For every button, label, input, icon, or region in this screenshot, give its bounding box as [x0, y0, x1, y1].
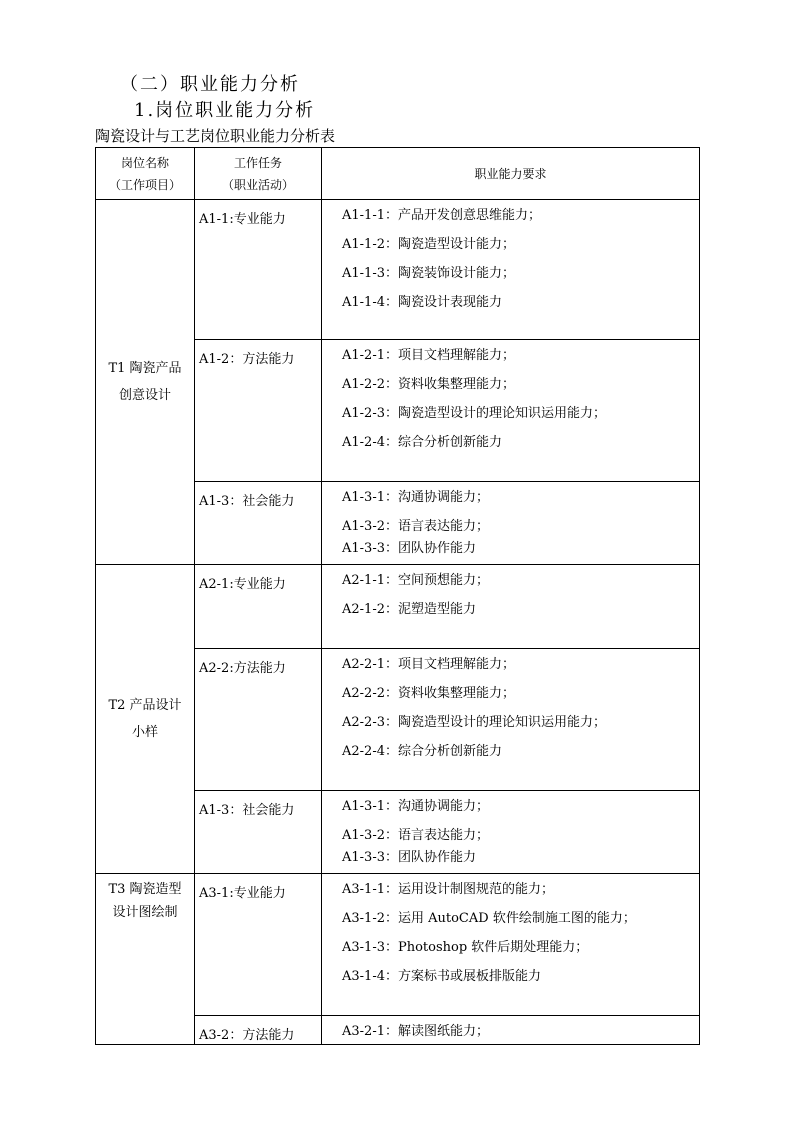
- task-cell: A3-2：方法能力: [195, 1016, 322, 1045]
- table-caption: 陶瓷设计与工艺岗位职业能力分析表: [95, 127, 336, 145]
- requirement-item: A1-3-3：团队协作能力: [342, 850, 476, 865]
- requirement-item: A1-3-1：沟通协调能力；: [342, 799, 489, 814]
- requirements-cell: [322, 1016, 700, 1045]
- header-task-line2: （职业活动）: [221, 177, 294, 192]
- requirement-item: A3-1-4：方案标书或展板排版能力: [342, 969, 541, 984]
- requirement-item: A1-3-2：语言表达能力；: [342, 519, 489, 534]
- task-cell: A3-1:专业能力: [195, 874, 322, 1016]
- requirement-item: A1-1-3：陶瓷装饰设计能力；: [342, 266, 515, 281]
- requirements-cell: [322, 482, 700, 565]
- task-cell: A1-3：社会能力: [195, 482, 322, 565]
- requirement-item: A1-1-4：陶瓷设计表现能力: [342, 295, 502, 310]
- position-name-line1: T3 陶瓷造型: [108, 882, 182, 897]
- position-cell: [96, 565, 195, 874]
- task-cell: A1-1:专业能力: [195, 200, 322, 340]
- requirement-item: A1-3-1：沟通协调能力；: [342, 490, 489, 505]
- requirement-item: A1-1-1：产品开发创意思维能力；: [342, 208, 541, 223]
- requirement-item: A1-2-3：陶瓷造型设计的理论知识运用能力；: [342, 406, 606, 421]
- requirement-item: A1-2-1：项目文档理解能力；: [342, 348, 515, 363]
- task-cell: A1-3：社会能力: [195, 791, 322, 874]
- requirement-item: A1-2-2：资料收集整理能力；: [342, 377, 515, 392]
- requirement-item: A1-2-4：综合分析创新能力: [342, 435, 502, 450]
- table-row: [96, 200, 700, 340]
- header-position: [96, 148, 195, 200]
- requirement-item: A3-1-3：Photoshop 软件后期处理能力；: [342, 940, 589, 955]
- position-cell: [96, 874, 195, 1045]
- requirement-item: A1-1-2：陶瓷造型设计能力；: [342, 237, 515, 252]
- requirement-item: A2-2-1：项目文档理解能力；: [342, 657, 515, 672]
- position-name-line2: 小样: [131, 725, 158, 740]
- requirement-item: A2-1-2：泥塑造型能力: [342, 602, 476, 617]
- position-cell: [96, 200, 195, 565]
- requirement-item: A3-1-2：运用 AutoCAD 软件绘制施工图的能力；: [342, 911, 636, 926]
- requirements-cell: [322, 791, 700, 874]
- position-name-line2: 设计图绘制: [112, 905, 178, 920]
- subsection-heading: 1.岗位职业能力分析: [134, 100, 316, 121]
- requirement-item: A2-2-3：陶瓷造型设计的理论知识运用能力；: [342, 715, 606, 730]
- requirement-item: A3-1-1：运用设计制图规范的能力；: [342, 882, 554, 897]
- table-row: [96, 874, 700, 1016]
- section-heading: （二）职业能力分析: [120, 74, 300, 95]
- task-cell: A1-2：方法能力: [195, 340, 322, 482]
- task-cell: A2-1:专业能力: [195, 565, 322, 649]
- table-row: [96, 565, 700, 649]
- requirement-item: A2-2-4：综合分析创新能力: [342, 744, 502, 759]
- requirements-cell: [322, 565, 700, 649]
- header-task: [195, 148, 322, 200]
- requirements-cell: [322, 340, 700, 482]
- requirement-item: A1-3-3：团队协作能力: [342, 541, 476, 556]
- requirements-cell: [322, 874, 700, 1016]
- requirement-item: A2-1-1：空间预想能力；: [342, 573, 489, 588]
- position-name-line2: 创意设计: [118, 388, 171, 403]
- competency-table: [95, 147, 700, 1045]
- requirements-cell: [322, 649, 700, 791]
- requirements-cell: [322, 200, 700, 340]
- position-name-line1: T2 产品设计: [108, 698, 182, 713]
- header-position-line1: 岗位名称: [120, 155, 169, 170]
- header-position-line2: （工作项目）: [108, 177, 181, 192]
- header-requirements: 职业能力要求: [322, 148, 700, 200]
- position-name-line1: T1 陶瓷产品: [108, 361, 182, 376]
- requirement-item: A3-2-1：解读图纸能力；: [342, 1024, 489, 1039]
- task-cell: A2-2:方法能力: [195, 649, 322, 791]
- header-task-line1: 工作任务: [233, 155, 282, 170]
- requirement-item: A2-2-2：资料收集整理能力；: [342, 686, 515, 701]
- requirement-item: A1-3-2：语言表达能力；: [342, 828, 489, 843]
- table-header-row: [96, 148, 700, 200]
